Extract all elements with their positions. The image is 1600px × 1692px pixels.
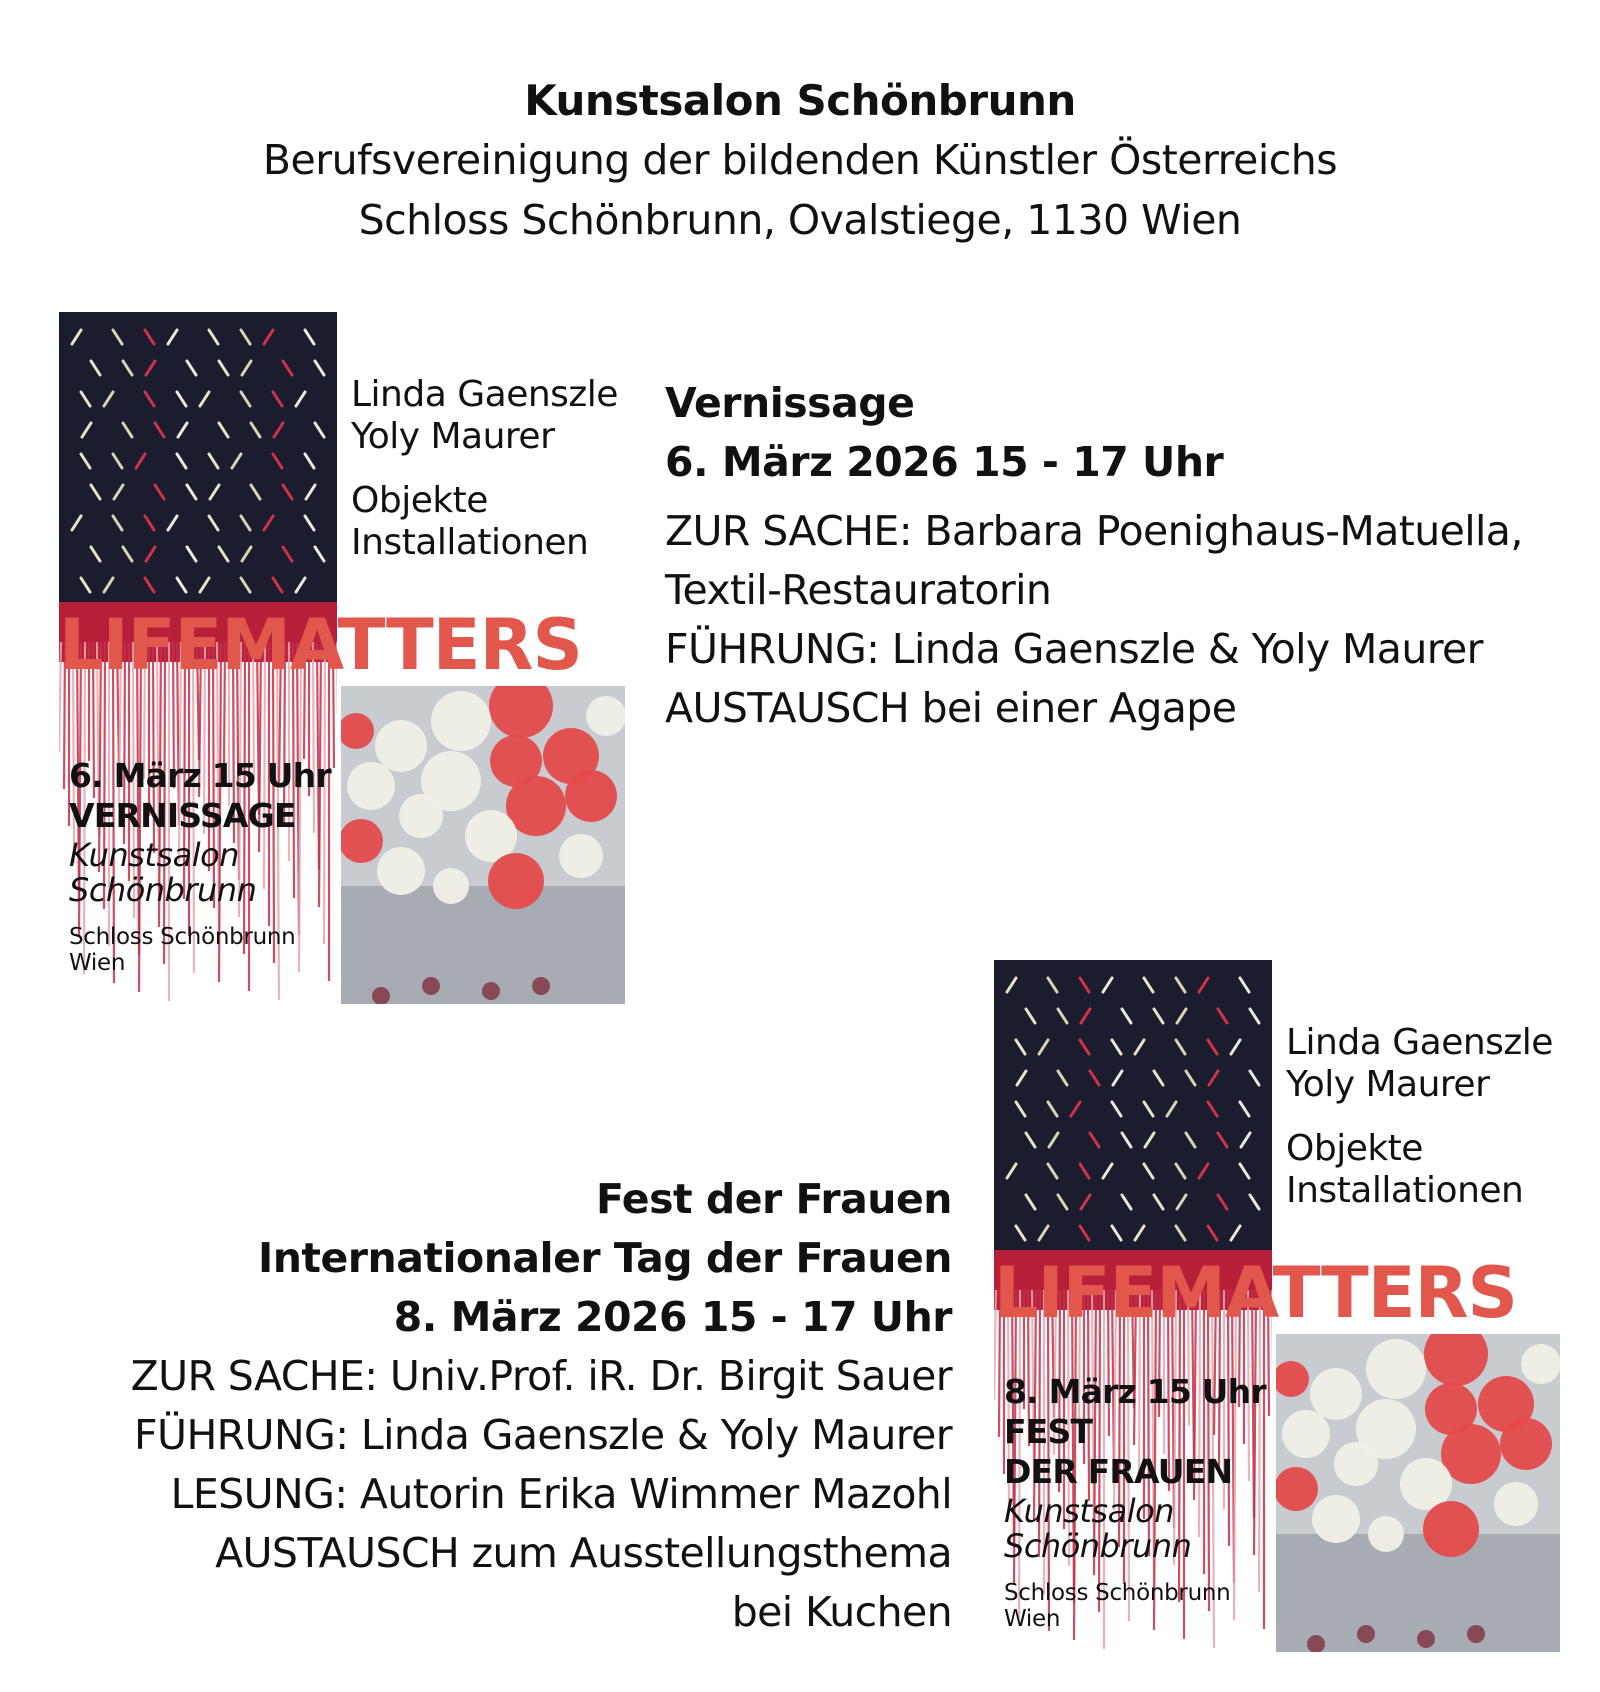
poster-kind-2: Installationen xyxy=(1286,1170,1524,1211)
event-line: ZUR SACHE: Barbara Poenighaus-Matuella, xyxy=(665,507,1523,555)
poster-brand: LIFEMATTERS xyxy=(994,1252,1517,1334)
poster-artist-2: Yoly Maurer xyxy=(351,416,555,457)
woven-textile-image xyxy=(59,312,337,602)
poster-place-1: Schloss Schönbrunn xyxy=(69,924,296,950)
event-vernissage xyxy=(665,374,1523,738)
event-line: FÜHRUNG: Linda Gaenszle & Yoly Maurer xyxy=(665,625,1483,673)
event-line: LESUNG: Autorin Erika Wimmer Mazohl xyxy=(170,1470,952,1518)
event-datetime: 6. März 2026 15 - 17 Uhr xyxy=(665,438,1224,486)
poster-date: 6. März 15 Uhr xyxy=(69,756,331,795)
event-subtitle: Internationaler Tag der Frauen xyxy=(257,1234,952,1282)
poster-kinds xyxy=(351,480,588,564)
header-subtitle: Berufsvereinigung der bildenden Künstler Österreichs xyxy=(262,136,1338,184)
header-title: Kunstsalon Schönbrunn xyxy=(524,76,1076,125)
lantern-installation-photo xyxy=(341,686,625,1004)
poster-kind-1: Objekte xyxy=(351,480,488,521)
poster-venue-1: Kunstsalon xyxy=(1004,1492,1174,1530)
header-address: Schloss Schönbrunn, Ovalstiege, 1130 Wien xyxy=(358,196,1242,244)
event-datetime: 8. März 2026 15 - 17 Uhr xyxy=(393,1293,952,1341)
poster-date: 8. März 15 Uhr xyxy=(1004,1372,1266,1411)
poster-artist-1: Linda Gaenszle xyxy=(1286,1022,1553,1063)
poster-event-line-2: DER FRAUEN xyxy=(1004,1452,1233,1491)
poster-info xyxy=(69,756,331,976)
page-header xyxy=(0,72,1600,250)
poster-fest-der-frauen xyxy=(994,960,1560,1652)
poster-venue-1: Kunstsalon xyxy=(69,836,239,874)
event-title: Vernissage xyxy=(665,379,915,427)
poster-venue-2: Schönbrunn xyxy=(69,871,257,909)
woven-textile-image xyxy=(994,960,1272,1250)
poster-event: VERNISSAGE xyxy=(69,796,296,835)
poster-kind-1: Objekte xyxy=(1286,1128,1423,1169)
poster-event-line-1: FEST xyxy=(1004,1412,1093,1451)
poster-place-2: Wien xyxy=(1004,1606,1061,1632)
event-line: bei Kuchen xyxy=(731,1588,952,1636)
poster-kinds xyxy=(1286,1128,1523,1212)
poster-venue-2: Schönbrunn xyxy=(1004,1527,1192,1565)
event-line: AUSTAUSCH bei einer Agape xyxy=(665,684,1237,732)
event-line: ZUR SACHE: Univ.Prof. iR. Dr. Birgit Sauer xyxy=(130,1352,952,1400)
poster-brand: LIFEMATTERS xyxy=(59,604,582,686)
poster-info xyxy=(1004,1372,1266,1632)
poster-artists xyxy=(1286,1022,1553,1106)
poster-vernissage xyxy=(59,312,625,1004)
poster-place-2: Wien xyxy=(69,950,126,976)
poster-artist-2: Yoly Maurer xyxy=(1286,1064,1490,1105)
poster-artist-1: Linda Gaenszle xyxy=(351,374,618,415)
lantern-installation-photo xyxy=(1276,1334,1560,1652)
poster-artists xyxy=(351,374,618,458)
event-line: AUSTAUSCH zum Ausstellungsthema xyxy=(215,1529,952,1577)
event-line: FÜHRUNG: Linda Gaenszle & Yoly Maurer xyxy=(134,1411,952,1459)
event-fest-der-frauen xyxy=(60,1170,952,1642)
poster-place-1: Schloss Schönbrunn xyxy=(1004,1580,1231,1606)
poster-kind-2: Installationen xyxy=(351,522,589,563)
event-title: Fest der Frauen xyxy=(595,1175,952,1223)
event-line: Textil-Restauratorin xyxy=(665,566,1052,614)
